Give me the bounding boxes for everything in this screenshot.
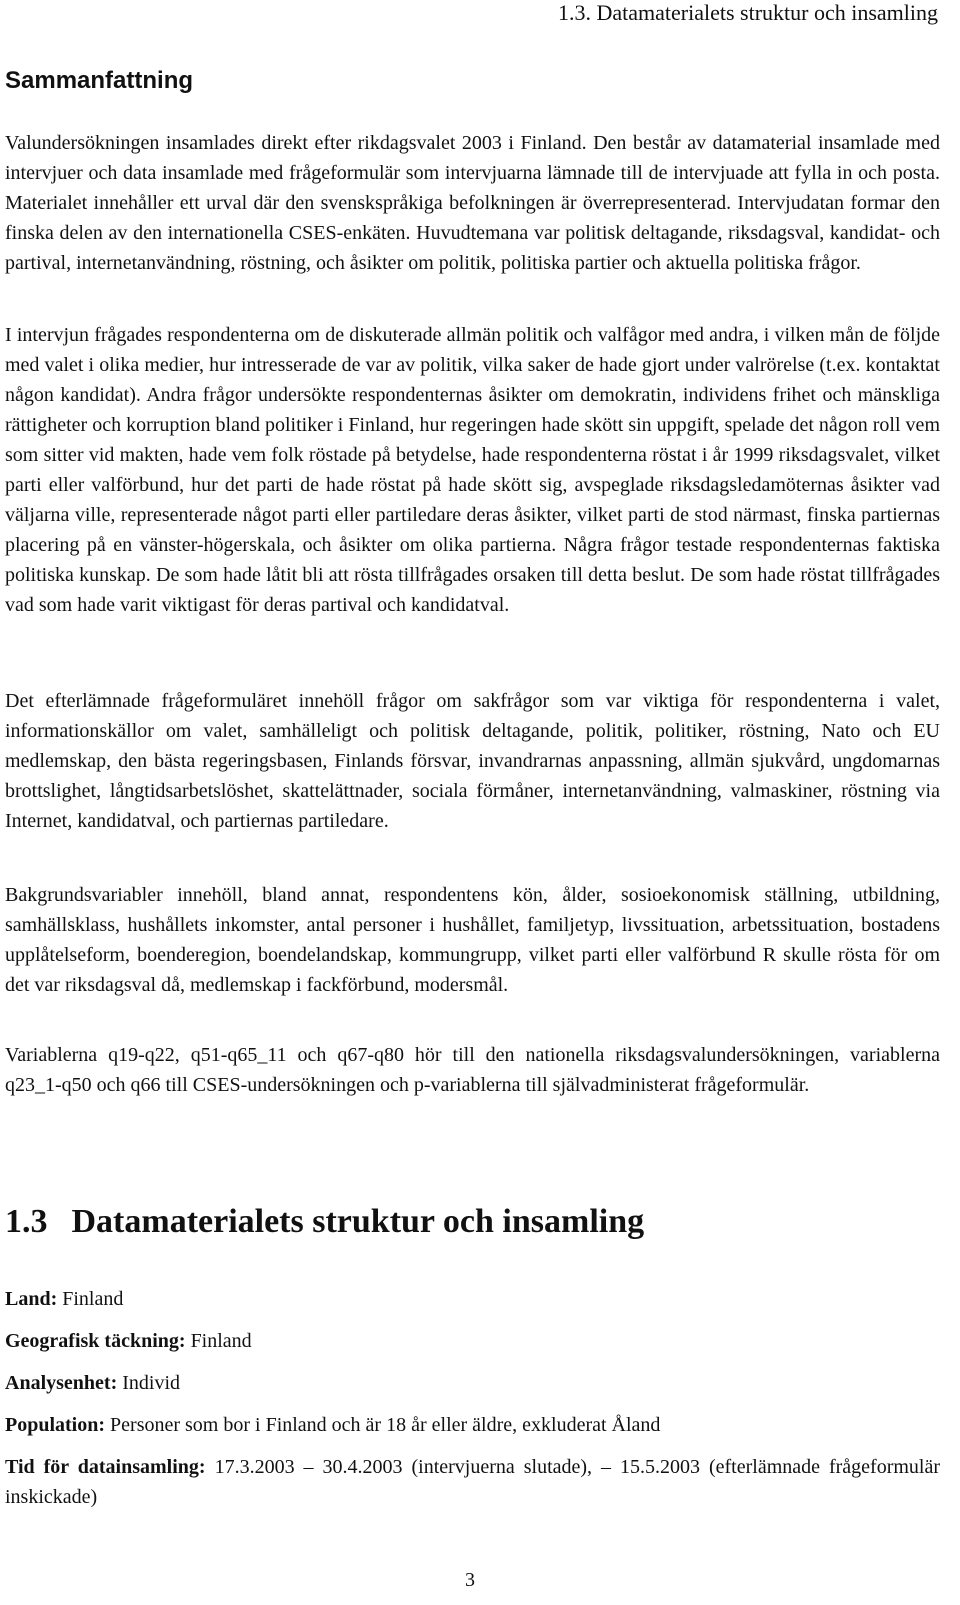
section-heading xyxy=(5,1200,644,1244)
summary-title: Sammanfattning xyxy=(5,67,194,94)
metadata-country xyxy=(5,1284,940,1314)
metadata-unit-of-analysis xyxy=(5,1368,940,1398)
metadata-value: Finland xyxy=(62,1288,124,1310)
metadata-value: Individ xyxy=(122,1372,181,1394)
metadata-collection-time xyxy=(5,1452,940,1512)
metadata-geographic-coverage xyxy=(5,1326,940,1356)
summary-paragraph: Det efterlämnade frågeformuläret innehöll frågor om sakfrågor som var viktiga för respondenterna i valet, informationskällor om valet, samhälleligt och politisk deltagande, politik, politiker, röstning, Nato och EU medlemskap, den bästa regeringsbasen, Finlands försvar, invandrarnas anpassning, allmän sjukvård, ungdomarnas brottslighet, långtidsarbetslöshet, skattelättnader, sociala förmåner, internetanvändning, valmaskiner, röstning via Internet, kandidatval, och partiernas partiledare. xyxy=(5,690,940,832)
metadata-value: 17.3.2003 – 30.4.2003 (intervjuerna slutade), – 15.5.2003 (efterlämnade frågeformulär inskickade) xyxy=(5,1456,941,1508)
metadata-label: Analysenhet: xyxy=(5,1372,118,1394)
metadata-label: Geografisk täckning: xyxy=(5,1330,186,1352)
page-number: 3 xyxy=(465,1569,475,1591)
section-number: 1.3 xyxy=(5,1203,48,1240)
section-title: Datamaterialets struktur och insamling xyxy=(71,1203,645,1240)
running-head: 1.3. Datamaterialets struktur och insamling xyxy=(557,0,938,25)
summary-paragraph: Valundersökningen insamlades direkt efter rikdagsvalet 2003 i Finland. Den består av datamaterial insamlade med intervjuer och data insamlade med frågeformulär som intervjuarna lämnade till de intervjuade att fylla in och posta. Materialet innehåller ett urval där den svenskspråkiga befolkningen är överrepresenterad. Intervjudatan formar den finska delen av den internationella CSES-enkäten. Huvudtemana var politisk deltagande, riksdagsval, kandidat- och partival, internetanvändning, röstning, och åsikter om politik, politiska partier och aktuella politiska frågor. xyxy=(5,132,940,274)
summary-paragraph: I intervjun frågades respondenterna om de diskuterade allmän politik och valfågor med andra, i vilken mån de följde med valet i olika medier, hur intresserade de var av politik, vilka saker de hade gjort under valrörelse (t.ex. kontaktat någon kandidat). Andra frågor undersökte respondenternas åsikter om demokratin, individens frihet och mänskliga rättigheter och korruption bland politiker i Finland, hur regeringen hade skött sin uppgift, spelade det någon roll vem som sitter vid makten, hade vem folk röstade på betydelse, hade respondenterna röstat i år 1999 riksdagsvalet, vilket parti eller valförbund, hur det parti de hade röstat på hade skött sig, avspeglade riksdagsledamöternas åsikter vad väljarna ville, representerade något parti eller partiledare deras åsikter, vilket parti de stod närmast, finska partiernas placering på en vänster-högerskala, och åsikter om olika partierna. Några frågor testade respondenternas faktiska politiska kunskap. De som hade låtit bli att rösta tillfrågades orsaken till detta beslut. De som hade röstat tillfrågades vad som hade varit viktigast för deras partival och kandidatval. xyxy=(5,324,940,616)
summary-paragraph: Variablerna q19-q22, q51-q65_11 och q67-q80 hör till den nationella riksdagsvalundersökningen, variablerna q23_1-q50 och q66 till CSES-undersökningen och p-variablerna till självadministerat frågeformulär. xyxy=(5,1044,940,1096)
metadata-value: Finland xyxy=(190,1330,252,1352)
metadata-label: Land: xyxy=(5,1288,58,1310)
summary-paragraph: Bakgrundsvariabler innehöll, bland annat, respondentens kön, ålder, sosioekonomisk ställning, utbildning, samhällsklass, hushållets inkomster, antal personer i hushållet, familjetyp, livssituation, arbetssituation, bostadens upplåtelseform, boenderegion, boendelandskap, kommungrupp, vilket parti eller valförbund R skulle rösta för om det var riksdagsval då, medlemskap i fackförbund, modersmål. xyxy=(5,884,940,996)
metadata-label: Population: xyxy=(5,1414,106,1436)
metadata-label: Tid för datainsamling: xyxy=(5,1456,206,1478)
metadata-value: Personer som bor i Finland och är 18 år eller äldre, exkluderat Åland xyxy=(110,1414,661,1436)
metadata-population xyxy=(5,1410,940,1440)
